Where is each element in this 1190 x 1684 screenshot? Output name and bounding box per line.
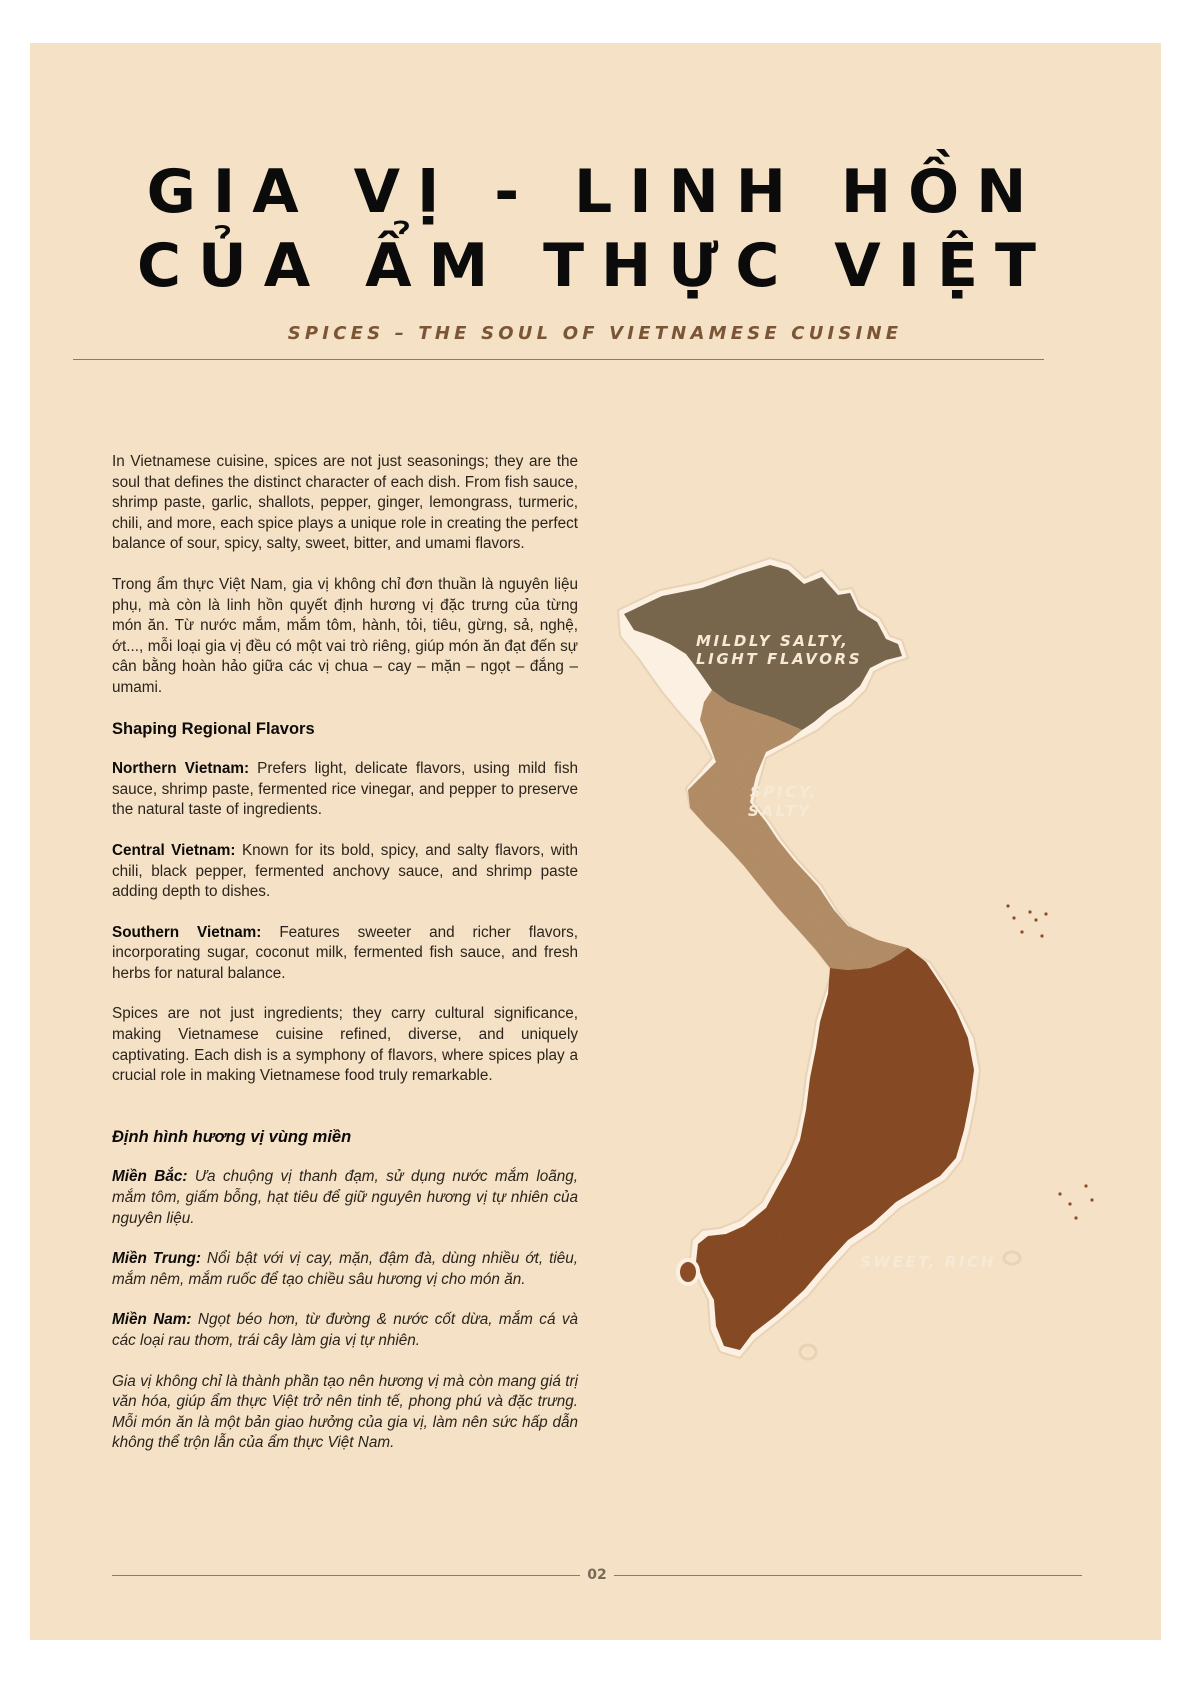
region-label: Miền Trung: <box>112 1250 201 1268</box>
region-paragraph-north-vi <box>112 1167 578 1229</box>
region-text: Nổi bật với vị cay, mặn, đậm đà, dùng nhiều ớt, tiêu, mắm nêm, mắm ruốc để tạo chiều sâu hương vị cho món ăn. <box>112 1250 579 1288</box>
section-vietnamese <box>112 1127 578 1454</box>
page-number: 02 <box>587 1567 607 1583</box>
region-text: Ưa chuộng vị thanh đạm, sử dụng nước mắm loãng, mắm tôm, giấm bỗng, hạt tiêu để giữ nguyên hương vị tự nhiên của nguyên liệu. <box>112 1168 579 1227</box>
region-label: Miền Nam: <box>112 1311 192 1329</box>
map-label-central-2: SALTY <box>748 802 812 820</box>
region-text: Prefers light, delicate flavors, using mild fish sauce, shrimp paste, fermented rice vinegar, and pepper to preserve the natural taste of ingredients. <box>112 760 578 819</box>
map-region-south <box>696 948 974 1350</box>
title-divider <box>73 359 1044 360</box>
section-heading-english: Shaping Regional Flavors <box>112 719 315 738</box>
intro-english: In Vietnamese cuisine, spices are not just seasonings; they are the soul that defines the distinct character of each dish. From fish sauce, shrimp paste, garlic, shallots, pepper, ginger, lemongrass, turmeric, chili, and more, each spice plays a unique role in creating the perfect balance of sour, spicy, salty, sweet, bitter, and umami flavors. <box>112 453 578 553</box>
map-label-north: MILDLY SALTY, <box>696 632 850 650</box>
page-title-line-1: GIA VỊ - LINH HỒN <box>146 157 1044 227</box>
section-english <box>112 719 578 1087</box>
region-label: Miền Bắc: <box>112 1168 188 1186</box>
region-paragraph-south-vi <box>112 1310 578 1351</box>
region-paragraph-central <box>112 841 578 903</box>
page-subtitle: SPICES – THE SOUL OF VIETNAMESE CUISINE <box>287 323 903 344</box>
section-heading-vietnamese: Định hình hương vị vùng miền <box>112 1127 352 1146</box>
region-label: Central Vietnam: <box>112 841 236 859</box>
region-text: Known for its bold, spicy, and salty flavors, with chili, black pepper, fermented anchovy sauce, and shrimp paste adding depth to dishes. <box>112 841 579 901</box>
closing-english: Spices are not just ingredients; they carry cultural significance, making Vietnamese cuisine refined, diverse, and uniquely captivating. Each dish is a symphony of flavors, where spices play a crucial role in making Vietnamese food truly remarkable. <box>112 1005 578 1085</box>
region-paragraph-central-vi <box>112 1249 578 1290</box>
region-label: Northern Vietnam: <box>112 760 250 778</box>
page-title-line-2: CỦA ẨM THỰC VIỆT <box>137 231 1053 301</box>
region-paragraph-south <box>112 923 578 985</box>
vietnam-region-map <box>590 540 1150 1460</box>
map-region-central <box>688 690 908 970</box>
intro-vietnamese: Trong ẩm thực Việt Nam, gia vị không chỉ đơn thuần là nguyên liệu phụ, mà còn là linh hồn quyết định hương vị đặc trưng của từng món ăn. Từ nước mắm, mắm tôm, hành, tỏi, tiêu, gừng, sả, nghệ, ớt..., mỗi loại gia vị đều có một vai trò riêng, giúp món ăn đạt đến sự cân bằng hoàn hảo giữa các vị chua – cay – mặn – ngọt – đắng – umami. <box>112 575 578 696</box>
footer-divider-left <box>112 1575 580 1576</box>
map-label-north-2: LIGHT FLAVORS <box>696 650 863 668</box>
region-text: Ngọt béo hơn, từ đường & nước cốt dừa, mắm cá và các loại rau thơm, trái cây làm gia vị tự nhiên. <box>112 1311 579 1349</box>
map-label-south: SWEET, RICH <box>860 1253 996 1271</box>
closing-vietnamese: Gia vị không chỉ là thành phần tạo nên hương vị mà còn mang giá trị văn hóa, giúp ẩm thực Việt trở nên tinh tế, phong phú và đặc trưng. Mỗi món ăn là một bản giao hưởng của gia vị, làm nên sức hấp dẫn không thể trộn lẫn của ẩm thực Việt Nam. <box>112 1372 578 1452</box>
region-text: Features sweeter and richer flavors, incorporating sugar, coconut milk, fermented fish sauce, and fresh herbs for natural balance. <box>112 923 578 982</box>
map-label-central: SPICY, <box>750 783 819 801</box>
region-label: Southern Vietnam: <box>112 923 262 941</box>
region-paragraph-north <box>112 759 578 821</box>
footer-divider-right <box>614 1575 1082 1576</box>
article-text-column <box>112 452 578 1474</box>
